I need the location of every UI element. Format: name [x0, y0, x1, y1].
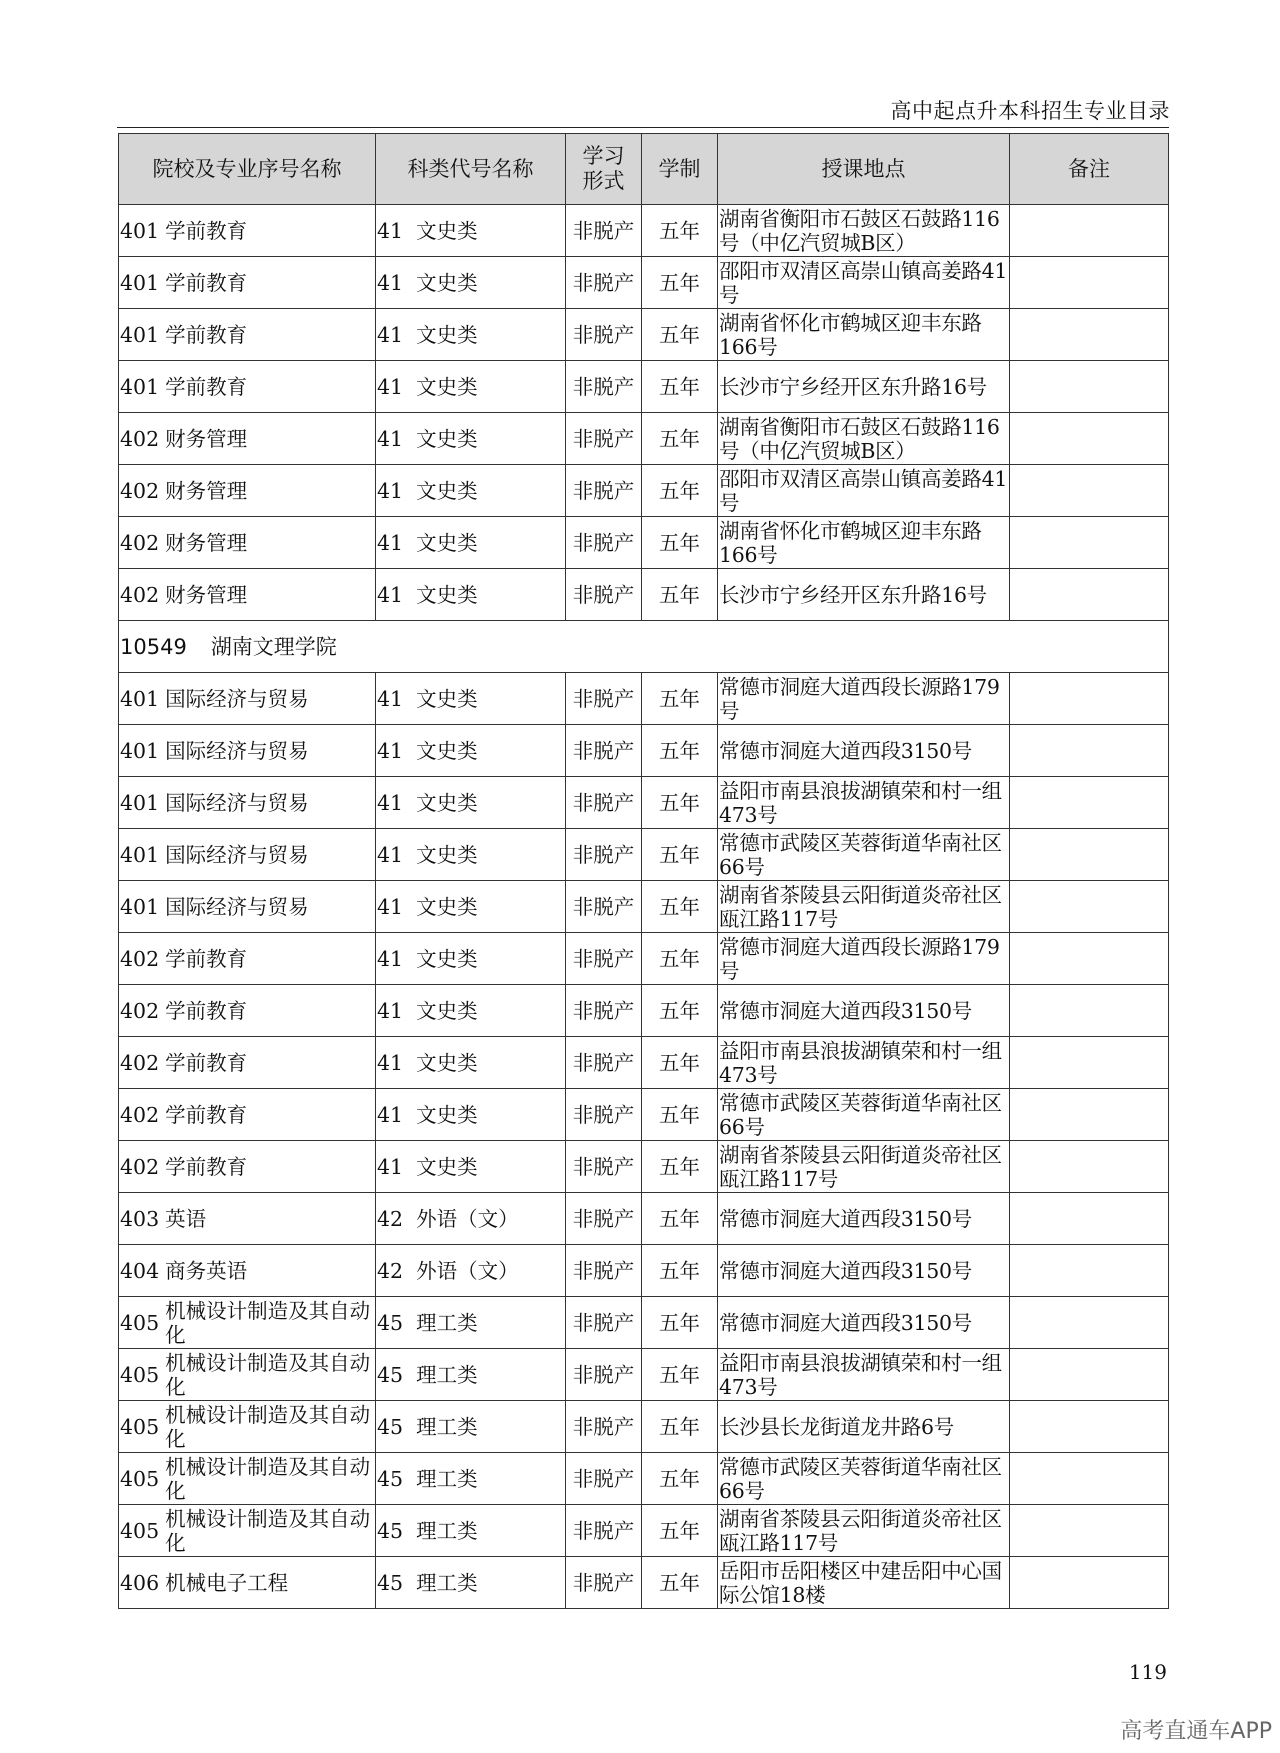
program-cell — [119, 1037, 376, 1089]
note-cell — [1010, 1037, 1169, 1089]
program-cell — [119, 309, 376, 361]
program-name: 国际经济与贸易 — [165, 842, 309, 867]
program-wrap — [120, 895, 374, 919]
program-code: 402 — [120, 478, 160, 503]
note-cell — [1010, 465, 1169, 517]
duration-cell: 五年 — [642, 1141, 718, 1193]
note-cell — [1010, 1349, 1169, 1401]
table-row — [119, 985, 1169, 1037]
duration-cell: 五年 — [642, 1037, 718, 1089]
duration-cell: 五年 — [642, 361, 718, 413]
program-name: 机械设计制造及其自动化 — [165, 1350, 371, 1399]
program-code: 405 — [120, 1414, 160, 1439]
study-form-cell: 非脱产 — [566, 725, 642, 777]
program-name: 国际经济与贸易 — [165, 738, 309, 763]
study-form-cell: 非脱产 — [566, 1037, 642, 1089]
program-cell — [119, 205, 376, 257]
table-row — [119, 933, 1169, 985]
category-cell: 41 文史类 — [376, 985, 566, 1037]
duration-cell: 五年 — [642, 673, 718, 725]
location-cell: 湖南省茶陵县云阳街道炎帝社区瓯江路117号 — [718, 1505, 1010, 1557]
location-cell: 益阳市南县浪拔湖镇荣和村一组473号 — [718, 777, 1010, 829]
duration-cell: 五年 — [642, 517, 718, 569]
table-row — [119, 257, 1169, 309]
category-cell: 41 文史类 — [376, 881, 566, 933]
location-cell: 长沙市宁乡经开区东升路16号 — [718, 569, 1010, 621]
program-name: 财务管理 — [165, 582, 248, 607]
program-cell — [119, 829, 376, 881]
category-cell: 41 文史类 — [376, 361, 566, 413]
school-code: 10549 — [120, 634, 187, 659]
program-wrap — [120, 1351, 374, 1399]
study-form-cell: 非脱产 — [566, 569, 642, 621]
table-row — [119, 1037, 1169, 1089]
program-code: 401 — [120, 374, 160, 399]
study-form-cell: 非脱产 — [566, 517, 642, 569]
watermark: 高考直通车APP — [1120, 1719, 1272, 1744]
duration-cell: 五年 — [642, 569, 718, 621]
category-cell: 41 文史类 — [376, 1141, 566, 1193]
catalog-table — [118, 133, 1169, 1609]
category-cell: 41 文史类 — [376, 413, 566, 465]
location-cell: 岳阳市岳阳楼区中建岳阳中心国际公馆18楼 — [718, 1557, 1010, 1609]
program-name: 学前教育 — [165, 374, 248, 399]
duration-cell: 五年 — [642, 257, 718, 309]
header-note: 备注 — [1010, 134, 1169, 205]
location-cell: 湖南省衡阳市石鼓区石鼓路116号（中亿汽贸城B区） — [718, 205, 1010, 257]
duration-cell: 五年 — [642, 1193, 718, 1245]
table-row — [119, 881, 1169, 933]
location-cell: 常德市武陵区芙蓉街道华南社区66号 — [718, 1089, 1010, 1141]
duration-cell: 五年 — [642, 465, 718, 517]
study-form-cell: 非脱产 — [566, 933, 642, 985]
program-cell — [119, 465, 376, 517]
category-cell: 41 文史类 — [376, 1089, 566, 1141]
program-name: 国际经济与贸易 — [165, 894, 309, 919]
program-wrap — [120, 1207, 374, 1231]
location-cell: 常德市武陵区芙蓉街道华南社区66号 — [718, 1453, 1010, 1505]
program-wrap — [120, 1155, 374, 1179]
table-row — [119, 725, 1169, 777]
study-form-cell: 非脱产 — [566, 465, 642, 517]
duration-cell: 五年 — [642, 985, 718, 1037]
duration-cell: 五年 — [642, 1089, 718, 1141]
program-code: 406 — [120, 1570, 160, 1595]
category-cell: 41 文史类 — [376, 569, 566, 621]
note-cell — [1010, 257, 1169, 309]
table-row — [119, 829, 1169, 881]
category-cell: 41 文史类 — [376, 517, 566, 569]
program-code: 402 — [120, 1102, 160, 1127]
study-form-cell: 非脱产 — [566, 1557, 642, 1609]
duration-cell: 五年 — [642, 1245, 718, 1297]
program-code: 401 — [120, 842, 160, 867]
study-form-cell: 非脱产 — [566, 985, 642, 1037]
note-cell — [1010, 1089, 1169, 1141]
program-cell — [119, 881, 376, 933]
study-form-cell: 非脱产 — [566, 777, 642, 829]
study-form-cell: 非脱产 — [566, 1505, 642, 1557]
duration-cell: 五年 — [642, 1297, 718, 1349]
program-name: 机械设计制造及其自动化 — [165, 1298, 371, 1347]
program-wrap — [120, 323, 374, 347]
program-name: 机械设计制造及其自动化 — [165, 1454, 371, 1503]
program-code: 405 — [120, 1466, 160, 1491]
program-cell — [119, 257, 376, 309]
location-cell: 常德市洞庭大道西段3150号 — [718, 1245, 1010, 1297]
program-wrap — [120, 791, 374, 815]
program-name: 机械设计制造及其自动化 — [165, 1506, 371, 1555]
school-row — [119, 621, 1169, 673]
program-wrap — [120, 1403, 374, 1451]
category-cell: 45 理工类 — [376, 1297, 566, 1349]
program-code: 401 — [120, 322, 160, 347]
duration-cell: 五年 — [642, 309, 718, 361]
note-cell — [1010, 413, 1169, 465]
duration-cell: 五年 — [642, 1505, 718, 1557]
location-cell: 邵阳市双清区高崇山镇高姜路41号 — [718, 257, 1010, 309]
study-form-cell: 非脱产 — [566, 1453, 642, 1505]
program-wrap — [120, 479, 374, 503]
program-wrap — [120, 1299, 374, 1347]
note-cell — [1010, 205, 1169, 257]
program-wrap — [120, 271, 374, 295]
program-cell — [119, 413, 376, 465]
location-cell: 常德市武陵区芙蓉街道华南社区66号 — [718, 829, 1010, 881]
program-code: 402 — [120, 946, 160, 971]
program-wrap — [120, 947, 374, 971]
program-wrap — [120, 1259, 374, 1283]
note-cell — [1010, 985, 1169, 1037]
program-wrap — [120, 1571, 374, 1595]
program-name: 国际经济与贸易 — [165, 790, 309, 815]
program-cell — [119, 777, 376, 829]
program-wrap — [120, 375, 374, 399]
table-row — [119, 1557, 1169, 1609]
note-cell — [1010, 777, 1169, 829]
program-cell — [119, 673, 376, 725]
note-cell — [1010, 725, 1169, 777]
program-name: 财务管理 — [165, 478, 248, 503]
category-cell: 41 文史类 — [376, 1037, 566, 1089]
duration-cell: 五年 — [642, 725, 718, 777]
note-cell — [1010, 1505, 1169, 1557]
study-form-cell: 非脱产 — [566, 257, 642, 309]
category-cell: 45 理工类 — [376, 1349, 566, 1401]
location-cell: 邵阳市双清区高崇山镇高姜路41号 — [718, 465, 1010, 517]
program-wrap — [120, 1051, 374, 1075]
program-code: 401 — [120, 894, 160, 919]
study-form-cell: 非脱产 — [566, 1193, 642, 1245]
header-program: 院校及专业序号名称 — [119, 134, 376, 205]
category-cell: 45 理工类 — [376, 1557, 566, 1609]
table-row — [119, 777, 1169, 829]
program-name: 机械设计制造及其自动化 — [165, 1402, 371, 1451]
program-wrap — [120, 843, 374, 867]
table-row — [119, 673, 1169, 725]
program-code: 401 — [120, 686, 160, 711]
note-cell — [1010, 1401, 1169, 1453]
program-name: 机械电子工程 — [165, 1570, 289, 1595]
page-number: 119 — [1128, 1660, 1167, 1684]
category-cell: 41 文史类 — [376, 777, 566, 829]
program-cell — [119, 1297, 376, 1349]
location-cell: 湖南省怀化市鹤城区迎丰东路166号 — [718, 517, 1010, 569]
table-row — [119, 465, 1169, 517]
program-name: 学前教育 — [165, 218, 248, 243]
program-code: 401 — [120, 738, 160, 763]
program-wrap — [120, 427, 374, 451]
table-row — [119, 517, 1169, 569]
category-cell: 41 文史类 — [376, 465, 566, 517]
running-header: 高中起点升本科招生专业目录 — [890, 99, 1170, 123]
program-cell — [119, 933, 376, 985]
program-cell — [119, 725, 376, 777]
location-cell: 湖南省茶陵县云阳街道炎帝社区瓯江路117号 — [718, 881, 1010, 933]
category-cell: 41 文史类 — [376, 205, 566, 257]
program-cell — [119, 517, 376, 569]
location-cell: 湖南省茶陵县云阳街道炎帝社区瓯江路117号 — [718, 1141, 1010, 1193]
category-cell: 45 理工类 — [376, 1505, 566, 1557]
study-form-cell: 非脱产 — [566, 205, 642, 257]
school-cell — [119, 621, 1169, 673]
category-cell: 41 文史类 — [376, 257, 566, 309]
program-code: 402 — [120, 530, 160, 555]
category-cell: 42 外语（文） — [376, 1245, 566, 1297]
location-cell: 长沙市宁乡经开区东升路16号 — [718, 361, 1010, 413]
program-name: 学前教育 — [165, 946, 248, 971]
study-form-cell: 非脱产 — [566, 1401, 642, 1453]
header-study-form: 学习形式 — [566, 134, 642, 205]
program-name: 英语 — [165, 1206, 207, 1231]
program-cell — [119, 1193, 376, 1245]
program-cell — [119, 1245, 376, 1297]
note-cell — [1010, 1557, 1169, 1609]
study-form-cell: 非脱产 — [566, 881, 642, 933]
header-rule — [117, 127, 1169, 128]
program-name: 学前教育 — [165, 322, 248, 347]
duration-cell: 五年 — [642, 1453, 718, 1505]
note-cell — [1010, 933, 1169, 985]
study-form-cell: 非脱产 — [566, 413, 642, 465]
table-row — [119, 361, 1169, 413]
study-form-cell: 非脱产 — [566, 309, 642, 361]
study-form-cell: 非脱产 — [566, 829, 642, 881]
program-code: 401 — [120, 790, 160, 815]
study-form-cell: 非脱产 — [566, 1141, 642, 1193]
location-cell: 长沙县长龙街道龙井路6号 — [718, 1401, 1010, 1453]
header-category: 科类代号名称 — [376, 134, 566, 205]
category-cell: 41 文史类 — [376, 829, 566, 881]
table-body — [119, 205, 1169, 1609]
note-cell — [1010, 1141, 1169, 1193]
duration-cell: 五年 — [642, 1557, 718, 1609]
table-row — [119, 1141, 1169, 1193]
table-row — [119, 569, 1169, 621]
duration-cell: 五年 — [642, 829, 718, 881]
duration-cell: 五年 — [642, 933, 718, 985]
note-cell — [1010, 673, 1169, 725]
location-cell: 常德市洞庭大道西段3150号 — [718, 725, 1010, 777]
study-form-cell: 非脱产 — [566, 1349, 642, 1401]
table-row — [119, 205, 1169, 257]
table-header — [119, 134, 1169, 205]
program-name: 学前教育 — [165, 1154, 248, 1179]
program-wrap — [120, 999, 374, 1023]
duration-cell: 五年 — [642, 1401, 718, 1453]
program-name: 学前教育 — [165, 1050, 248, 1075]
program-wrap — [120, 219, 374, 243]
duration-cell: 五年 — [642, 1349, 718, 1401]
header-duration: 学制 — [642, 134, 718, 205]
note-cell — [1010, 569, 1169, 621]
study-form-cell: 非脱产 — [566, 1297, 642, 1349]
table-row — [119, 1245, 1169, 1297]
program-name: 商务英语 — [165, 1258, 248, 1283]
table-row — [119, 1349, 1169, 1401]
program-code: 402 — [120, 1050, 160, 1075]
program-wrap — [120, 1507, 374, 1555]
table-row — [119, 1193, 1169, 1245]
table-row — [119, 1297, 1169, 1349]
location-cell: 常德市洞庭大道西段3150号 — [718, 985, 1010, 1037]
category-cell: 41 文史类 — [376, 725, 566, 777]
note-cell — [1010, 881, 1169, 933]
table-row — [119, 1505, 1169, 1557]
study-form-cell: 非脱产 — [566, 1089, 642, 1141]
duration-cell: 五年 — [642, 881, 718, 933]
category-cell: 41 文史类 — [376, 933, 566, 985]
category-cell: 41 文史类 — [376, 673, 566, 725]
note-cell — [1010, 309, 1169, 361]
program-wrap — [120, 1103, 374, 1127]
program-code: 403 — [120, 1206, 160, 1231]
note-cell — [1010, 1453, 1169, 1505]
table-row — [119, 1401, 1169, 1453]
location-cell: 常德市洞庭大道西段3150号 — [718, 1297, 1010, 1349]
location-cell: 益阳市南县浪拔湖镇荣和村一组473号 — [718, 1037, 1010, 1089]
study-form-cell: 非脱产 — [566, 361, 642, 413]
table-row — [119, 413, 1169, 465]
program-code: 402 — [120, 998, 160, 1023]
location-cell: 常德市洞庭大道西段长源路179号 — [718, 933, 1010, 985]
program-cell — [119, 1401, 376, 1453]
program-cell — [119, 985, 376, 1037]
program-code: 402 — [120, 1154, 160, 1179]
program-code: 402 — [120, 426, 160, 451]
table-row — [119, 309, 1169, 361]
program-code: 401 — [120, 218, 160, 243]
category-cell: 41 文史类 — [376, 309, 566, 361]
program-name: 学前教育 — [165, 998, 248, 1023]
note-cell — [1010, 1297, 1169, 1349]
header-location: 授课地点 — [718, 134, 1010, 205]
location-cell: 湖南省怀化市鹤城区迎丰东路166号 — [718, 309, 1010, 361]
program-cell — [119, 1557, 376, 1609]
program-wrap — [120, 583, 374, 607]
program-code: 405 — [120, 1362, 160, 1387]
program-name: 财务管理 — [165, 426, 248, 451]
program-name: 国际经济与贸易 — [165, 686, 309, 711]
program-cell — [119, 1349, 376, 1401]
table-row — [119, 1453, 1169, 1505]
category-cell: 45 理工类 — [376, 1453, 566, 1505]
location-cell: 益阳市南县浪拔湖镇荣和村一组473号 — [718, 1349, 1010, 1401]
duration-cell: 五年 — [642, 205, 718, 257]
note-cell — [1010, 1193, 1169, 1245]
note-cell — [1010, 1245, 1169, 1297]
program-code: 405 — [120, 1518, 160, 1543]
program-wrap — [120, 531, 374, 555]
program-name: 学前教育 — [165, 270, 248, 295]
program-code: 402 — [120, 582, 160, 607]
program-code: 404 — [120, 1258, 160, 1283]
category-cell: 45 理工类 — [376, 1401, 566, 1453]
program-cell — [119, 1141, 376, 1193]
program-wrap — [120, 687, 374, 711]
program-cell — [119, 1505, 376, 1557]
duration-cell: 五年 — [642, 413, 718, 465]
study-form-cell: 非脱产 — [566, 673, 642, 725]
program-code: 405 — [120, 1310, 160, 1335]
note-cell — [1010, 829, 1169, 881]
program-wrap — [120, 1455, 374, 1503]
location-cell: 常德市洞庭大道西段长源路179号 — [718, 673, 1010, 725]
program-cell — [119, 569, 376, 621]
location-cell: 常德市洞庭大道西段3150号 — [718, 1193, 1010, 1245]
location-cell: 湖南省衡阳市石鼓区石鼓路116号（中亿汽贸城B区） — [718, 413, 1010, 465]
program-code: 401 — [120, 270, 160, 295]
program-wrap — [120, 739, 374, 763]
school-name: 湖南文理学院 — [210, 634, 337, 659]
program-cell — [119, 361, 376, 413]
study-form-cell: 非脱产 — [566, 1245, 642, 1297]
note-cell — [1010, 361, 1169, 413]
note-cell — [1010, 517, 1169, 569]
duration-cell: 五年 — [642, 777, 718, 829]
program-name: 财务管理 — [165, 530, 248, 555]
category-cell: 42 外语（文） — [376, 1193, 566, 1245]
program-cell — [119, 1089, 376, 1141]
table-row — [119, 1089, 1169, 1141]
program-cell — [119, 1453, 376, 1505]
program-name: 学前教育 — [165, 1102, 248, 1127]
